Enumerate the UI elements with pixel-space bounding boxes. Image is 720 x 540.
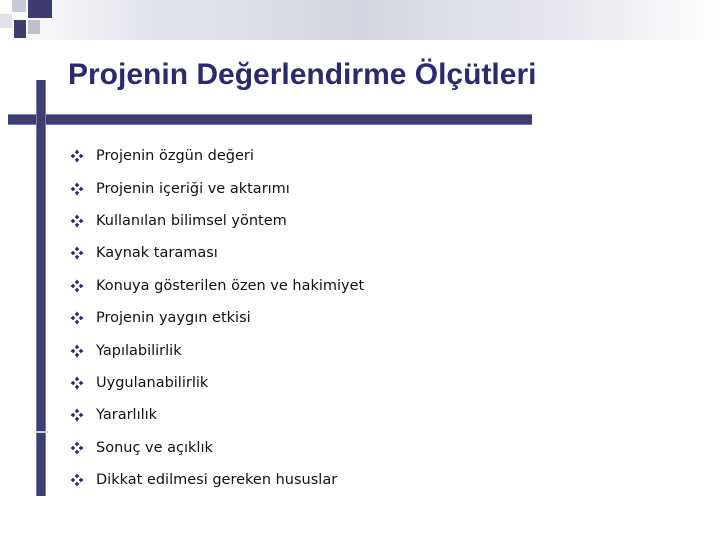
horizontal-accent-bar	[8, 114, 532, 125]
bullet-text: Projenin yaygın etkisi	[96, 310, 251, 327]
bullet-item	[70, 399, 364, 431]
diamond-bullet-icon	[70, 246, 84, 260]
bullet-item	[70, 302, 364, 334]
vertical-bar-marker	[36, 431, 48, 433]
bullet-item	[70, 140, 364, 172]
bullet-text: Projenin özgün değeri	[96, 148, 254, 165]
bullet-text: Konuya gösterilen özen ve hakimiyet	[96, 277, 365, 294]
bullet-text: Sonuç ve açıklık	[96, 439, 213, 456]
bullet-text: Kaynak taraması	[96, 245, 218, 262]
bullet-text: Projenin içeriği ve aktarımı	[96, 180, 290, 197]
vertical-accent-bar	[36, 80, 46, 496]
diamond-bullet-icon	[70, 408, 84, 422]
corner-square-decoration	[28, 20, 40, 34]
diamond-bullet-icon	[70, 182, 84, 196]
bullet-text: Yararlılık	[96, 407, 158, 424]
slide-title: Projenin Değerlendirme Ölçütleri	[68, 58, 537, 91]
bullet-text: Kullanılan bilimsel yöntem	[96, 212, 287, 229]
bullet-item	[70, 205, 364, 237]
diamond-bullet-icon	[70, 376, 84, 390]
bullet-item	[70, 270, 364, 302]
bullet-list	[70, 140, 364, 496]
corner-square-decoration	[0, 14, 12, 28]
diamond-bullet-icon	[70, 214, 84, 228]
diamond-bullet-icon	[70, 473, 84, 487]
bullet-text: Yapılabilirlik	[96, 342, 182, 359]
bullet-item	[70, 334, 364, 366]
bullet-text: Uygulanabilirlik	[96, 374, 209, 391]
diamond-bullet-icon	[70, 441, 84, 455]
bullet-item	[70, 237, 364, 269]
bullet-item	[70, 367, 364, 399]
bullet-text: Dikkat edilmesi gereken hususlar	[96, 472, 338, 489]
corner-square-decoration	[12, 0, 26, 12]
corner-square-decoration	[14, 20, 26, 38]
bullet-item	[70, 432, 364, 464]
diamond-bullet-icon	[70, 311, 84, 325]
diamond-bullet-icon	[70, 344, 84, 358]
corner-square-decoration	[28, 0, 52, 18]
diamond-bullet-icon	[70, 149, 84, 163]
bullet-item	[70, 464, 364, 496]
header-gradient-band	[0, 0, 720, 40]
bullet-item	[70, 172, 364, 204]
diamond-bullet-icon	[70, 279, 84, 293]
